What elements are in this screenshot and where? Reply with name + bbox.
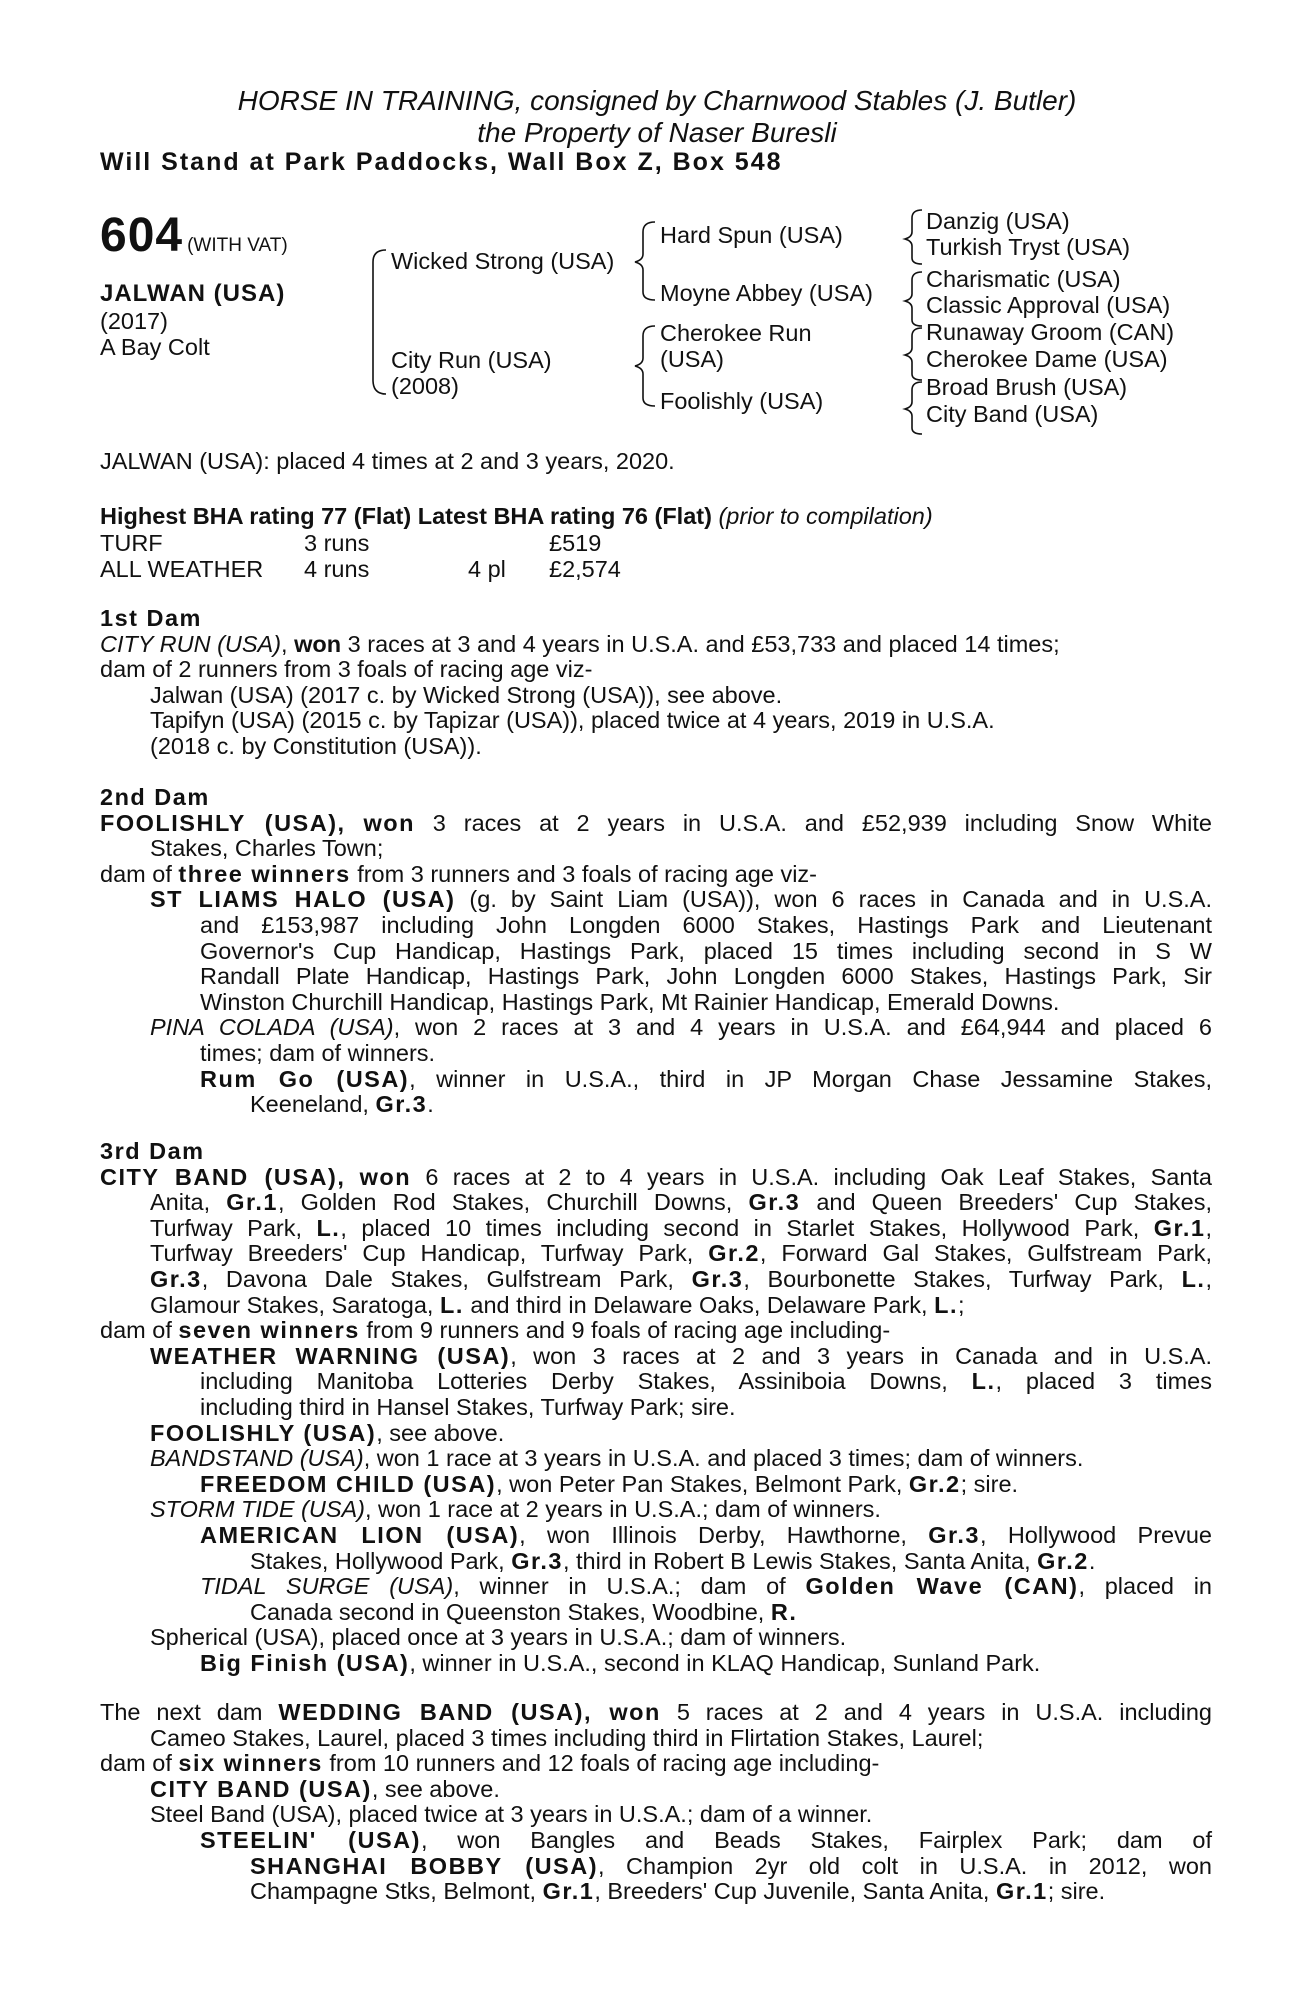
dam2-line: dam of three winners from 3 runners and 3 foals of racing age viz- — [100, 860, 817, 887]
gen3-bracket-3 — [905, 328, 922, 380]
sire-dam: Moyne Abbey (USA) — [660, 280, 873, 306]
dam2-line: Winston Churchill Handicap, Hastings Park, Mt Rainier Handicap, Emerald Downs. — [200, 988, 1060, 1015]
dam3-line: Turfway Breeders' Cup Handicap, Turfway Park, Gr.2, Forward Gal Stakes, Gulfstream Park, — [150, 1240, 1212, 1267]
nextdam-line: The next dam WEDDING BAND (USA), won 5 races at 2 and 4 years in U.S.A. including — [100, 1699, 1212, 1725]
dam3-line: Anita, Gr.1, Golden Rod Stakes, Churchill Downs, Gr.3 and Queen Breeders' Cup Stakes, — [150, 1189, 1212, 1216]
gen2-dam-bracket — [635, 326, 655, 406]
dam1-line: CITY RUN (USA), won 3 races at 3 and 4 years in U.S.A. and £53,733 and placed 14 times; — [100, 630, 1060, 657]
stat-amount: £2,574 — [549, 556, 621, 582]
third-dam-section — [100, 1139, 1212, 1676]
box-location: Will Stand at Park Paddocks, Wall Box Z, Box 548 — [100, 148, 783, 176]
dam3-line: CITY BAND (USA), won 6 races at 2 to 4 years in U.S.A. including Oak Leaf Stakes, Santa — [100, 1163, 1212, 1190]
section-title: 2nd Dam — [100, 784, 210, 810]
dam3-line: Canada second in Queenston Stakes, Woodbine, R. — [250, 1598, 798, 1625]
ratings-note: (prior to compilation) — [718, 503, 933, 529]
dam2-line: FOOLISHLY (USA), won 3 races at 2 years in U.S.A. and £52,939 including Snow White — [100, 809, 1213, 836]
stat-places: 4 pl — [468, 556, 506, 582]
dam-name: City Run (USA) — [391, 347, 552, 373]
horse-name: JALWAN (USA) — [100, 280, 286, 307]
nextdam-line: dam of six winners from 10 runners and 12 foals of racing age including- — [100, 1750, 880, 1777]
gen3-bracket-2 — [905, 272, 922, 326]
foaling-year: (2017) — [100, 308, 168, 334]
nextdam-line: SHANGHAI BOBBY (USA), Champion 2yr old colt in U.S.A. in 2012, won — [250, 1852, 1212, 1879]
dam3-line: TIDAL SURGE (USA), winner in U.S.A.; dam of Golden Wave (CAN), placed in — [200, 1573, 1212, 1600]
property-line: the Property of Naser Buresli — [477, 117, 837, 148]
sire-name: Wicked Strong (USA) — [391, 248, 615, 274]
first-dam-section — [100, 606, 1212, 760]
dam3-line: Glamour Stakes, Saratoga, L. and third in Delaware Oaks, Delaware Park, L.; — [150, 1291, 965, 1318]
gen3-bracket-1 — [905, 210, 922, 264]
dam3-line: STORM TIDE (USA), won 1 race at 2 years in U.S.A.; dam of winners. — [150, 1496, 881, 1523]
second-dam-section — [100, 785, 1212, 1118]
gen3-1: Danzig (USA) — [926, 208, 1070, 234]
race-summary: JALWAN (USA): placed 4 times at 2 and 3 years, 2020. — [100, 448, 675, 474]
gen3-6: Cherokee Dame (USA) — [926, 346, 1168, 372]
nextdam-line: STEELIN' (USA), won Bangles and Beads Stakes, Fairplex Park; dam of — [200, 1826, 1213, 1853]
horse-description: A Bay Colt — [100, 334, 210, 360]
dam3-line: FREEDOM CHILD (USA), won Peter Pan Stakes, Belmont Park, Gr.2; sire. — [200, 1470, 1019, 1497]
dam3-line: including Manitoba Lotteries Derby Stakes, Assiniboia Downs, L., placed 3 times — [200, 1368, 1212, 1395]
ratings-text: Highest BHA rating 77 (Flat) Latest BHA rating 76 (Flat) — [100, 503, 712, 529]
dam1-line: dam of 2 runners from 3 foals of racing age viz- — [100, 656, 593, 683]
sire-sire: Hard Spun (USA) — [660, 222, 843, 248]
dam-dam: Foolishly (USA) — [660, 388, 824, 414]
stat-surface: TURF — [100, 530, 163, 556]
dam2-line: and £153,987 including John Longden 6000 Stakes, Hastings Park and Lieutenant — [200, 911, 1212, 938]
dam-sire-line2: (USA) — [660, 346, 724, 372]
bha-ratings — [100, 503, 933, 529]
dam3-line: Gr.3, Davona Dale Stakes, Gulfstream Park, Gr.3, Bourbonette Stakes, Turfway Park, L., — [150, 1265, 1212, 1292]
nextdam-line: Cameo Stakes, Laurel, placed 3 times including third in Flirtation Stakes, Laurel; — [150, 1724, 984, 1751]
dam1-line: (2018 c. by Constitution (USA)). — [150, 732, 482, 759]
lot-number: 604 — [100, 209, 184, 262]
gen3-5: Runaway Groom (CAN) — [926, 319, 1175, 345]
dam3-line: Stakes, Hollywood Park, Gr.3, third in Robert B Lewis Stakes, Santa Anita, Gr.2. — [250, 1547, 1096, 1574]
dam3-line: BANDSTAND (USA), won 1 race at 3 years in U.S.A. and placed 3 times; dam of winners. — [150, 1445, 1084, 1472]
next-dam-section — [100, 1700, 1212, 1905]
dam3-line: FOOLISHLY (USA), see above. — [150, 1419, 505, 1446]
dam2-line: Rum Go (USA), winner in U.S.A., third in JP Morgan Chase Jessamine Stakes, — [200, 1065, 1212, 1092]
section-title: 3rd Dam — [100, 1138, 205, 1164]
stat-surface: ALL WEATHER — [100, 556, 264, 582]
dam3-line: WEATHER WARNING (USA), won 3 races at 2 and 3 years in Canada and in U.S.A. — [150, 1342, 1212, 1369]
gen3-2: Turkish Tryst (USA) — [926, 234, 1131, 260]
nextdam-line: CITY BAND (USA), see above. — [150, 1775, 500, 1802]
dam3-line: dam of seven winners from 9 runners and 9 foals of racing age including- — [100, 1317, 891, 1344]
dam-sire-line1: Cherokee Run — [660, 320, 812, 346]
dam2-line: times; dam of winners. — [200, 1039, 436, 1066]
dam-year: (2008) — [391, 373, 459, 399]
dam1-line: Tapifyn (USA) (2015 c. by Tapizar (USA)), placed twice at 4 years, 2019 in U.S.A. — [150, 707, 995, 734]
dam2-line: Stakes, Charles Town; — [150, 835, 384, 862]
nextdam-line: Champagne Stks, Belmont, Gr.1, Breeders' Cup Juvenile, Santa Anita, Gr.1; sire. — [250, 1878, 1106, 1905]
gen3-7: Broad Brush (USA) — [926, 374, 1128, 400]
dam2-line: ST LIAMS HALO (USA) (g. by Saint Liam (USA)), won 6 races in Canada and in U.S.A. — [150, 886, 1212, 913]
vat-note: (WITH VAT) — [187, 235, 288, 256]
consignor-line: HORSE IN TRAINING, consigned by Charnwood Stables (J. Butler) — [237, 85, 1077, 116]
gen3-bracket-4 — [905, 382, 922, 434]
gen3-4: Classic Approval (USA) — [926, 292, 1171, 318]
dam3-line: Turfway Park, L., placed 10 times including second in Starlet Stakes, Hollywood Park, Gr.1, — [150, 1214, 1212, 1241]
stat-runs: 4 runs — [304, 556, 370, 582]
dam3-line: AMERICAN LION (USA), won Illinois Derby, Hawthorne, Gr.3, Hollywood Prevue — [200, 1521, 1213, 1548]
stat-amount: £519 — [549, 530, 602, 556]
section-title: 1st Dam — [100, 605, 202, 631]
dam3-line: Spherical (USA), placed once at 3 years in U.S.A.; dam of winners. — [150, 1624, 847, 1651]
dam1-line: Jalwan (USA) (2017 c. by Wicked Strong (USA)), see above. — [150, 681, 783, 708]
stat-runs: 3 runs — [304, 530, 370, 556]
dam3-line: including third in Hansel Stakes, Turfway Park; sire. — [200, 1393, 736, 1420]
nextdam-line: Steel Band (USA), placed twice at 3 years in U.S.A.; dam of a winner. — [150, 1801, 873, 1828]
dam2-line: Keeneland, Gr.3. — [250, 1091, 434, 1118]
gen3-8: City Band (USA) — [926, 401, 1099, 427]
gen2-sire-bracket — [635, 222, 655, 300]
dam3-line: Big Finish (USA), winner in U.S.A., second in KLAQ Handicap, Sunland Park. — [200, 1649, 1041, 1676]
gen1-bracket — [373, 250, 386, 394]
dam2-line: PINA COLADA (USA), won 2 races at 3 and 4 years in U.S.A. and £64,944 and placed 6 — [150, 1014, 1212, 1041]
gen3-3: Charismatic (USA) — [926, 266, 1121, 292]
dam2-line: Governor's Cup Handicap, Hastings Park, placed 15 times including second in S W — [200, 937, 1212, 964]
dam2-line: Randall Plate Handicap, Hastings Park, John Longden 6000 Stakes, Hastings Park, Sir — [200, 963, 1212, 990]
